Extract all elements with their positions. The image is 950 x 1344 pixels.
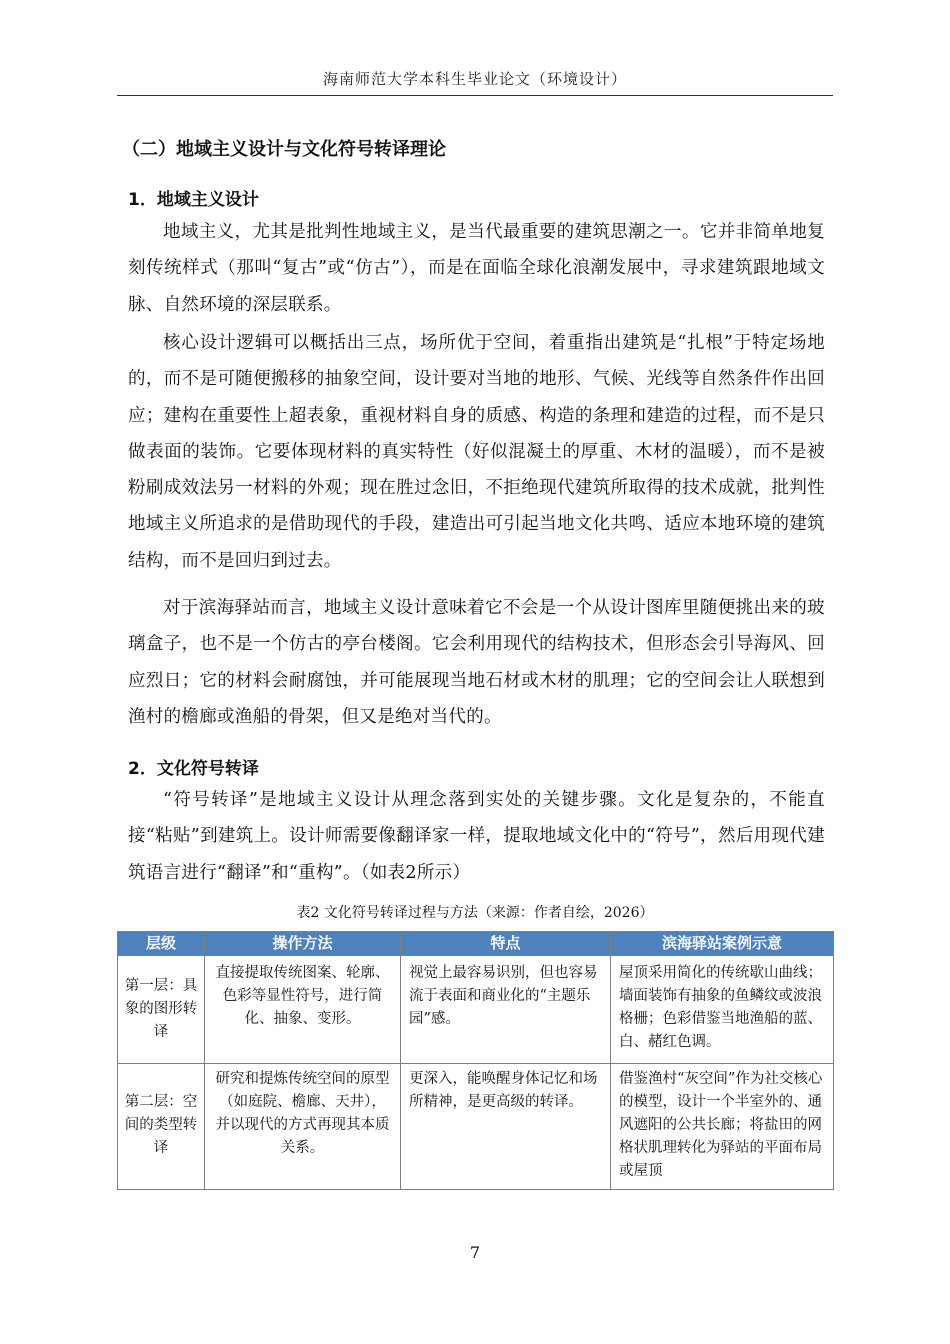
table-header-row (118, 932, 834, 956)
table-cell: 第二层：空间的类型转译 (118, 1064, 205, 1190)
table-cell: 屋顶采用简化的传统歇山曲线；墙面装饰有抽象的鱼鳞纹或波浪格栅；色彩借鉴当地渔船的蓝、白、赭红色调。 (611, 956, 834, 1064)
table-cell: 更深入，能唤醒身体记忆和场所精神，是更高级的转译。 (401, 1064, 611, 1190)
subsection-heading-1: 1．地域主义设计 (128, 190, 259, 210)
section-heading: （二）地域主义设计与文化符号转译理论 (122, 139, 446, 160)
paragraph-4: “符号转译”是地域主义设计从理念落到实处的关键步骤。文化是复杂的，不能直接“粘贴”到建筑上。设计师需要像翻译家一样，提取地域文化中的“符号”，然后用现代建筑语言进行“翻译”和“重构”。（如表2所示） (128, 790, 825, 883)
column-header: 操作方法 (205, 932, 401, 956)
paragraph-3: 对于滨海驿站而言，地域主义设计意味着它不会是一个从设计图库里随便挑出来的玻璃盒子，也不是一个仿古的亭台楼阁。它会利用现代的结构技术，但形态会引导海风、回应烈日；它的材料会耐腐蚀，并可能展现当地石材或木材的肌理；它的空间会让人联想到渔村的檐廊或渔船的骨架，但又是绝对当代的。 (128, 598, 825, 727)
subsection-heading-2: 2．文化符号转译 (128, 759, 259, 779)
column-header: 滨海驿站案例示意 (611, 932, 834, 956)
translation-method-table (117, 931, 834, 1190)
page-number: 7 (469, 1243, 481, 1262)
table-row (118, 956, 834, 1064)
header-rule (117, 95, 833, 96)
running-header: 海南师范大学本科生毕业论文（环境设计） (322, 70, 627, 88)
table-cell: 直接提取传统图案、轮廓、色彩等显性符号，进行简化、抽象、变形。 (205, 956, 401, 1064)
table-row (118, 1064, 834, 1190)
paragraph-2: 核心设计逻辑可以概括出三点，场所优于空间，着重指出建筑是“扎根”于特定场地的，而不是可随便搬移的抽象空间，设计要对当地的地形、气候、光线等自然条件作出回应；建构在重要性上超表象，重视材料自身的质感、构造的条理和建造的过程，而不是只做表面的装饰。它要体现材料的真实特性（好似混凝土的厚重、木材的温暖），而不是被粉刷成效法另一材料的外观；现在胜过念旧，不拒绝现代建筑所取得的技术成就，批判性地域主义所追求的是借助现代的手段，建造出可引起当地文化共鸣、适应本地环境的建筑结构，而不是回归到过去。 (128, 333, 825, 571)
table-caption: 表2 文化符号转译过程与方法（来源：作者自绘，2026） (296, 905, 654, 921)
table-cell: 研究和提炼传统空间的原型（如庭院、檐廊、天井），并以现代的方式再现其本质关系。 (205, 1064, 401, 1190)
column-header: 层级 (118, 932, 205, 956)
table-cell: 第一层：具象的图形转译 (118, 956, 205, 1064)
column-header: 特点 (401, 932, 611, 956)
paragraph-1: 地域主义，尤其是批判性地域主义，是当代最重要的建筑思潮之一。它并非简单地复刻传统样式（那叫“复古”或“仿古”），而是在面临全球化浪潮发展中，寻求建筑跟地域文脉、自然环境的深层联系。 (128, 222, 825, 315)
table-cell: 视觉上最容易识别，但也容易流于表面和商业化的“主题乐园”感。 (401, 956, 611, 1064)
table-cell: 借鉴渔村“灰空间”作为社交核心的模型，设计一个半室外的、通风遮阳的公共长廊；将盐田的网格状肌理转化为驿站的平面布局或屋顶 (611, 1064, 834, 1190)
